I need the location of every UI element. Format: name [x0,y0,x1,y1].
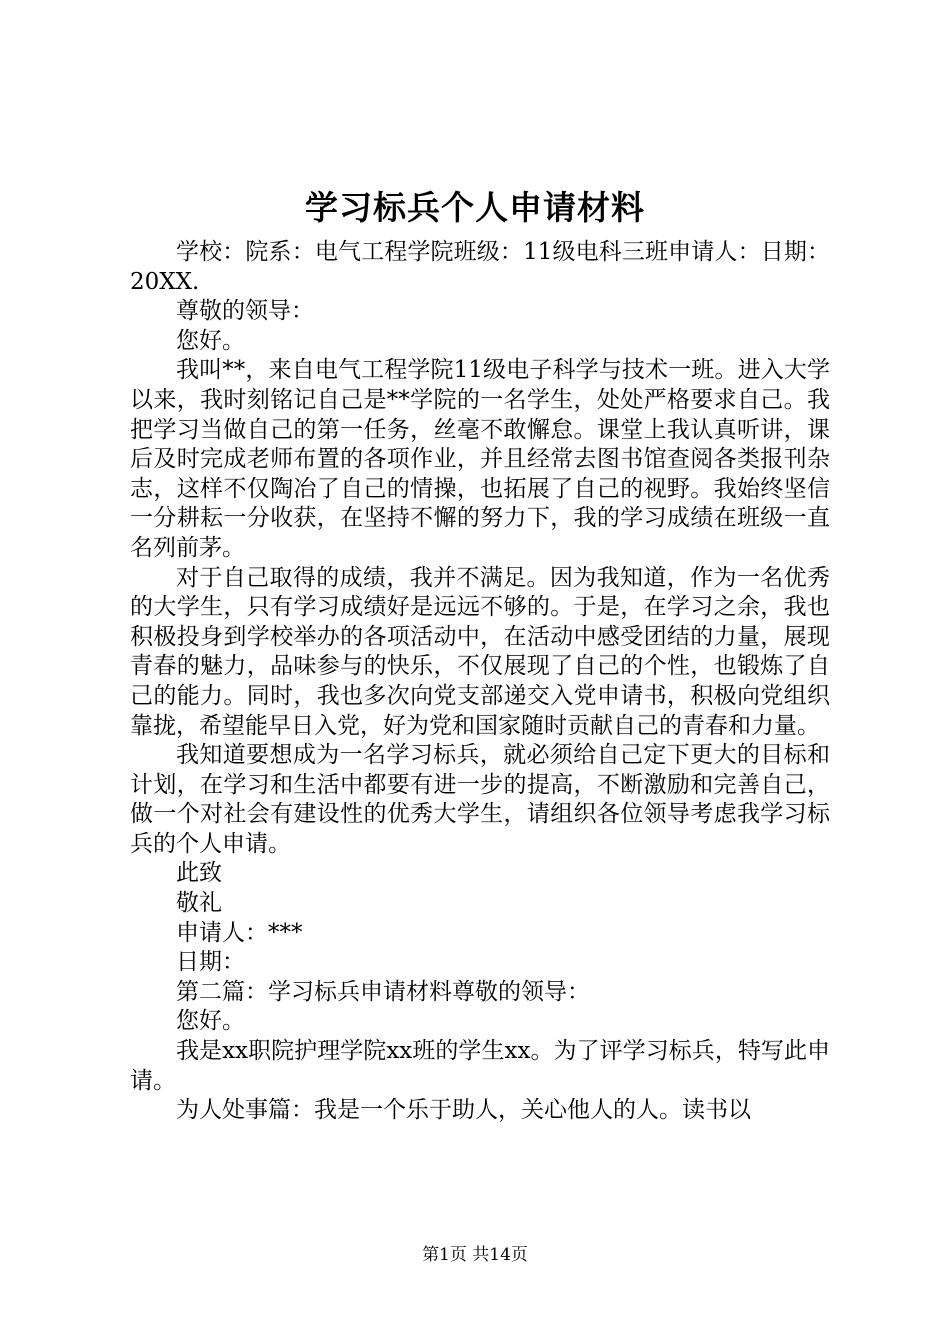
paragraph-conduct: 为人处事篇：我是一个乐于助人，关心他人的人。读书以 [176,1097,751,1124]
paragraph-greeting-2: 您好。 [176,1008,245,1035]
paragraph-date: 日期： [176,949,245,976]
paragraph-body-1: 我叫**，来自电气工程学院11级电子科学与技术一班。进入大学以来，我时刻铭记自己是**学院的一名学生，处处严格要求自己。我把学习当做自己的第一任务，丝毫不敢懈怠。课堂上我认真听讲，课后及时完成老师布置的各项作业，并且经常去图书馆查阅各类报刊杂志，这样不仅陶冶了自己的情操，也拓展了自己的视野。我始终坚信一分耕耘一分收获，在坚持不懈的努力下，我的学习成绩在班级一直名列前茅。 [130,357,830,561]
paragraph-closing-1: 此致 [176,860,222,887]
page-number-footer: 第1页 共14页 [422,1245,528,1265]
paragraph-body-2: 对于自己取得的成绩，我并不满足。因为我知道，作为一名优秀的大学生，只有学习成绩好是远远不够的。于是，在学习之余，我也积极投身到学校举办的各项活动中，在活动中感受团结的力量，展现青春的魅力，品味参与的快乐，不仅展现了自己的个性，也锻炼了自己的能力。同时，我也多次向党支部递交入党申请书，积极向党组织靠拢，希望能早日入党，好为党和国家随时贡献自己的青春和力量。 [130,564,830,739]
paragraph-body-3: 我知道要想成为一名学习标兵，就必须给自己定下更大的目标和计划，在学习和生活中都要有进一步的提高，不断激励和完善自己，做一个对社会有建设性的优秀大学生，请组织各位领导考虑我学习标兵的个人申请。 [130,742,830,857]
paragraph-header-info: 学校：院系：电气工程学院班级：11级电科三班申请人：日期：20XX. [130,239,830,295]
document-body [130,238,830,1126]
paragraph-salutation: 尊敬的领导： [176,298,314,325]
paragraph-closing-2: 敬礼 [176,890,222,917]
paragraph-intro-2: 我是xx职院护理学院xx班的学生xx。为了评学习标兵，特写此申请。 [130,1038,830,1094]
paragraph-second-part-heading: 第二篇：学习标兵申请材料尊敬的领导： [176,978,590,1005]
paragraph-greeting: 您好。 [176,327,245,354]
document-title: 学习标兵个人申请材料 [305,188,645,227]
paragraph-applicant: 申请人：*** [176,919,303,946]
